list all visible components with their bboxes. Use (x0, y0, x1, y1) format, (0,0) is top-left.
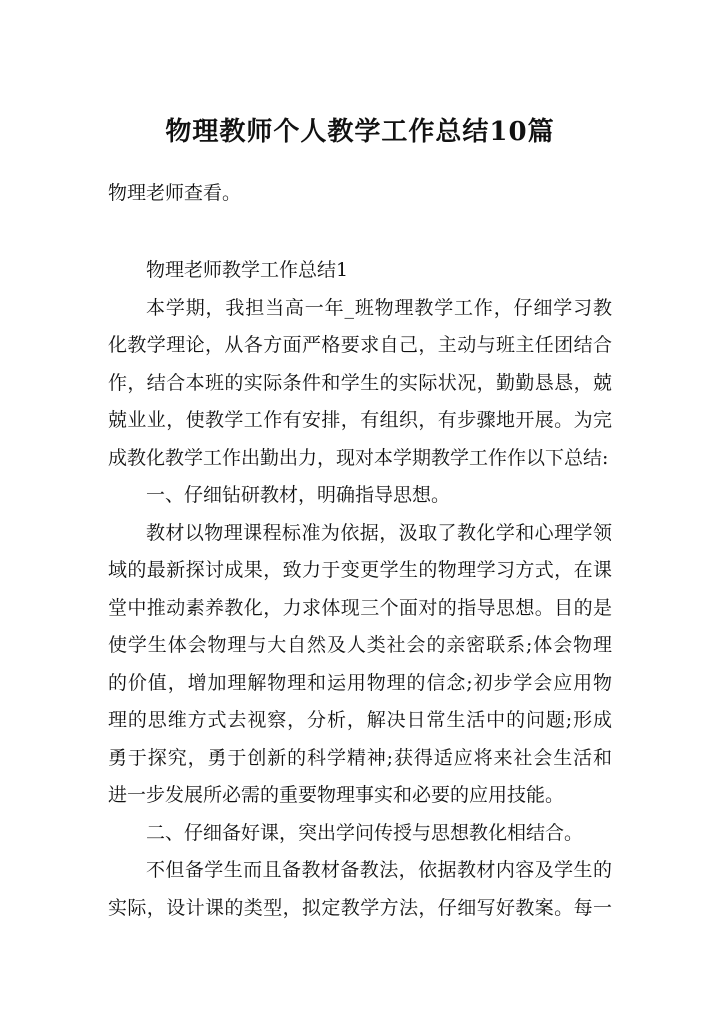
body-line: 二、仔细备好课，突出学问传授与思想教化相结合。 (146, 821, 584, 844)
body-line: 化教学理论，从各方面严格要求自己，主动与班主任团结合 (108, 334, 612, 356)
body-line: 兢业业，使教学工作有安排，有组织，有步骤地开展。为完 (108, 409, 612, 431)
intro-line: 物理老师查看。 (108, 182, 242, 204)
body-line: 实际，设计课的类型，拟定教学方法，仔细写好教案。每一 (108, 896, 612, 919)
body-line: 堂中推动素养教化，力求体现三个面对的指导思想。目的是 (108, 596, 612, 619)
body-line: 物理老师教学工作总结1 (146, 259, 349, 281)
body-line: 理的思维方式去视察，分析，解决日常生活中的问题;形成 (108, 709, 612, 731)
body-line: 教材以物理课程标准为依据，汲取了教化学和心理学领 (146, 521, 612, 544)
document-title: 物理教师个人教学工作总结10篇 (165, 117, 555, 147)
body-line: 成教化教学工作出勤出力，现对本学期教学工作作以下总结: (108, 446, 609, 469)
body-line: 勇于探究，勇于创新的科学精神;获得适应将来社会生活和 (108, 746, 612, 769)
body-line: 使学生体会物理与大自然及人类社会的亲密联系;体会物理 (108, 634, 612, 656)
body-line: 不但备学生而且备教材备教法，依据教材内容及学生的 (146, 859, 612, 881)
document-body (108, 252, 612, 927)
body-line: 作，结合本班的实际条件和学生的实际状况，勤勤恳恳，兢 (108, 371, 612, 394)
body-line: 一、仔细钻研教材，明确指导思想。 (146, 484, 451, 506)
body-line: 的价值，增加理解物理和运用物理的信念;初步学会应用物 (108, 671, 612, 694)
body-line: 进一步发展所必需的重要物理事实和必要的应用技能。 (108, 784, 565, 806)
body-line: 域的最新探讨成果，致力于变更学生的物理学习方式，在课 (108, 559, 612, 581)
body-line: 本学期，我担当高一年_班物理教学工作，仔细学习教 (146, 296, 612, 319)
